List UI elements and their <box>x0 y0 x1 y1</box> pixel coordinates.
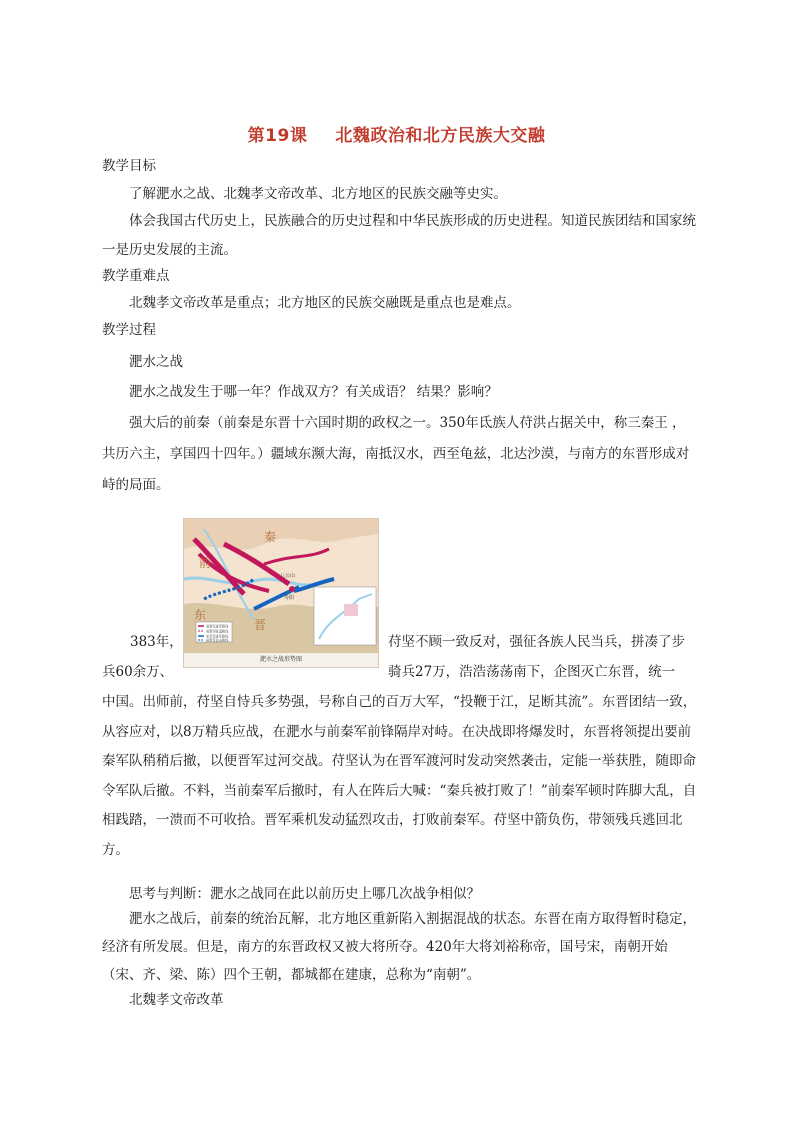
battle-body: 中国。出师前，苻坚自恃兵多势强，号称自己的百万大军，“投鞭于江，足断其流”。东晋团结一致，从容应对，以8万精兵应战，在淝水与前秦军前锋隔岸对峙。在决战即将爆发时，东晋将领提出要前秦军队稍稍后撤，以便晋军过河交战。苻坚认为在晋军渡河时发动突然袭击，定能一举获胜，随即命令军队后撤。不料，当前秦军后撤时，有人在阵后大喊：“秦兵被打败了！”前秦军顿时阵脚大乱，自相践踏，一溃而不可收拾。晋军乘机发动猛烈攻击，打败前秦军。苻坚中箭负伤，带领残兵逃回北方。 <box>102 694 697 858</box>
map-label-dong: 东 <box>194 608 207 622</box>
key-heading: 教学重难点 <box>102 268 170 284</box>
legend-4: 前秦军追击路线 <box>206 638 229 643</box>
battle-left-2: 兵60余万、 <box>102 664 174 680</box>
process-heading: 教学过程 <box>102 322 156 338</box>
map-graphic <box>184 519 378 653</box>
map-label-qin: 秦 <box>264 530 277 544</box>
para-qianqin: 强大后的前秦（前秦是东晋十六国时期的政权之一。350年氐族人苻洪占据关中，称三秦王 ，共历六主，享国四十四年。）疆域东濒大海，南抵汉水，西至龟兹，北达沙漠，与南方的东晋形成对峙的局面。 <box>102 415 690 493</box>
battle-left-1: 383年， <box>130 634 183 650</box>
think-question: 思考与判断：淝水之战同在此以前历史上哪几次战争相似？ <box>129 886 480 902</box>
legend-1: 前秦军进军路线 <box>206 624 229 629</box>
map-label-bagongshan: 八公山 <box>280 573 296 579</box>
goal-1: 了解淝水之战、北魏孝文帝改革、北方地区的民族交融等史实。 <box>129 186 507 202</box>
page-title <box>0 121 793 146</box>
goal-2: 体会我国古代历史上，民族融合的历史过程和中华民族形成的历史进程。知道民族团结和国家统一是历史发展的主流。 <box>102 213 696 258</box>
subheading-feishui: 淝水之战 <box>129 354 183 370</box>
map-label-jin: 晋 <box>254 618 267 632</box>
legend-3: 东晋军进军路线 <box>206 634 229 639</box>
map-caption: 淝水之战形势图 <box>184 653 378 667</box>
questions: 淝水之战发生于哪一年？作战双方？有关成语？ 结果？影响？ <box>129 384 498 400</box>
lesson-name: 北魏政治和北方民族大交融 <box>335 126 546 146</box>
map-label-qian: 前 <box>199 556 212 570</box>
legend-2: 前秦军败退路线 <box>206 629 229 634</box>
para-after-battle: 淝水之战后，前秦的统治瓦解，北方地区重新陷入割据混战的状态。东晋在南方取得暂时稳定，经济有所发展。但是，南方的东晋政权又被大将所夺。420年大将刘裕称帝，国号宋，南朝开始（宋、齐、梁、陈）四个王朝，都城都在建康，总称为“南朝”。 <box>102 911 696 983</box>
feishui-battle-map <box>183 518 379 668</box>
lesson-number: 第19课 <box>247 126 308 146</box>
battle-right-2: 骑兵27万，浩浩荡荡南下，企图灭亡东晋，统一 <box>388 664 676 680</box>
battle-right-1: 苻坚不顾一致反对，强征各族人民当兵，拼凑了步 <box>388 634 685 650</box>
map-label-shouchun: 寿阳 <box>284 595 295 601</box>
subheading-reform: 北魏孝文帝改革 <box>129 992 224 1008</box>
goals-heading: 教学目标 <box>102 158 156 174</box>
key-text: 北魏孝文帝改革是重点；北方地区的民族交融既是重点也是难点。 <box>129 295 521 311</box>
